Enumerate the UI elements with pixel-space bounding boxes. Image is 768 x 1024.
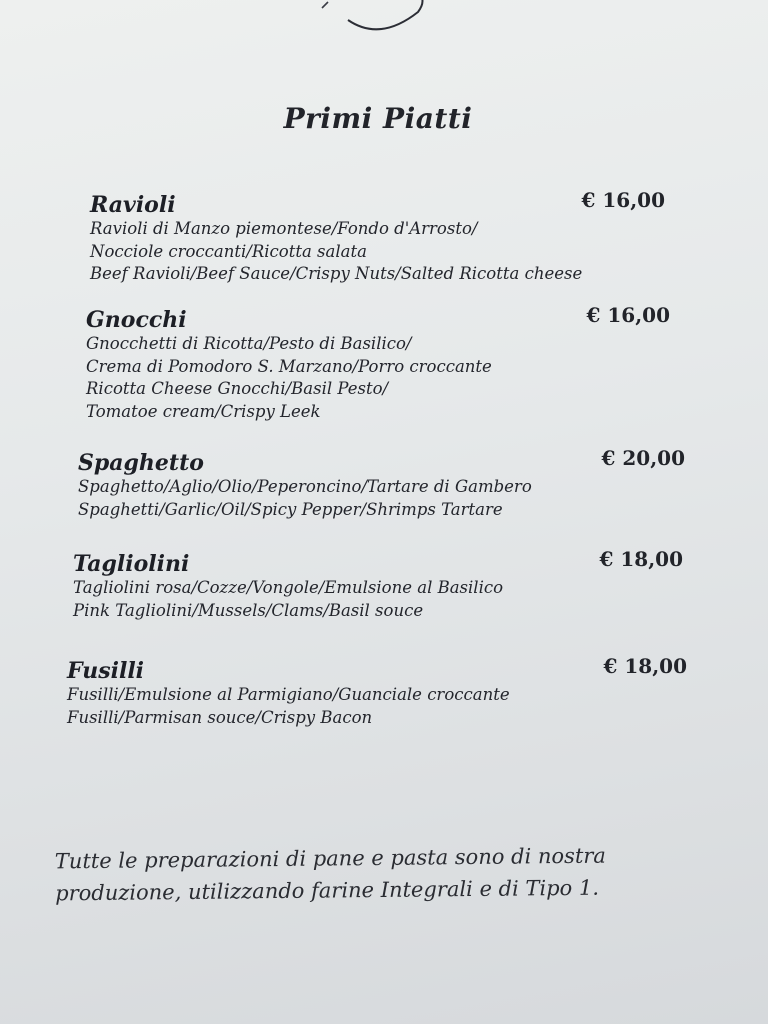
footer-line: Tutte le preparazioni di pane e pasta sono di nostra bbox=[54, 843, 606, 874]
dish-description-line: Fusilli/Parmisan souce/Crispy Bacon bbox=[67, 707, 373, 727]
dish-name: Gnocchi bbox=[86, 307, 187, 333]
dish-description-line: Nocciole croccanti/Ricotta salata bbox=[90, 241, 367, 261]
menu-footer-note bbox=[55, 839, 696, 910]
dish-description-line: Crema di Pomodoro S. Marzano/Porro croccante bbox=[86, 356, 492, 376]
dish-name: Fusilli bbox=[67, 658, 145, 684]
dish-gnocchi bbox=[86, 303, 670, 423]
dish-description-line: Beef Ravioli/Beef Sauce/Crispy Nuts/Salted Ricotta cheese bbox=[90, 264, 583, 283]
footer-line: produzione, utilizzando farine Integrali e di Tipo 1. bbox=[55, 875, 600, 906]
dish-price: € 18,00 bbox=[599, 547, 683, 571]
dish-fusilli bbox=[67, 654, 687, 729]
dish-description-line: Spaghetti/Garlic/Oil/Spicy Pepper/Shrimps Tartare bbox=[78, 499, 503, 519]
dish-name: Ravioli bbox=[90, 192, 176, 218]
dish-description-line: Ravioli di Manzo piemontese/Fondo d'Arrosto/ bbox=[90, 219, 478, 238]
logo-arc-mark bbox=[300, 0, 440, 40]
dish-description-line: Spaghetto/Aglio/Olio/Peperoncino/Tartare di Gambero bbox=[78, 477, 532, 496]
dish-description-line: Tagliolini rosa/Cozze/Vongole/Emulsione al Basilico bbox=[73, 578, 504, 597]
dish-description-line: Ricotta Cheese Gnocchi/Basil Pesto/ bbox=[86, 379, 389, 398]
dish-price: € 18,00 bbox=[603, 654, 687, 678]
dish-ravioli bbox=[90, 188, 665, 286]
dish-description-line: Tomatoe cream/Crispy Leek bbox=[86, 401, 321, 421]
dish-name: Tagliolini bbox=[73, 551, 190, 577]
dish-description-line: Fusilli/Emulsione al Parmigiano/Guanciale croccante bbox=[67, 685, 510, 704]
dish-price: € 16,00 bbox=[586, 303, 670, 327]
dish-price: € 16,00 bbox=[581, 188, 665, 212]
dish-price: € 20,00 bbox=[601, 446, 685, 470]
menu-title: Primi Piatti bbox=[283, 102, 473, 135]
dish-tagliolini bbox=[73, 547, 683, 622]
dish-description-line: Pink Tagliolini/Mussels/Clams/Basil souce bbox=[73, 600, 424, 620]
dish-name: Spaghetto bbox=[78, 450, 204, 476]
dish-description-line: Gnocchetti di Ricotta/Pesto di Basilico/ bbox=[86, 334, 412, 353]
dish-spaghetto bbox=[78, 446, 685, 521]
